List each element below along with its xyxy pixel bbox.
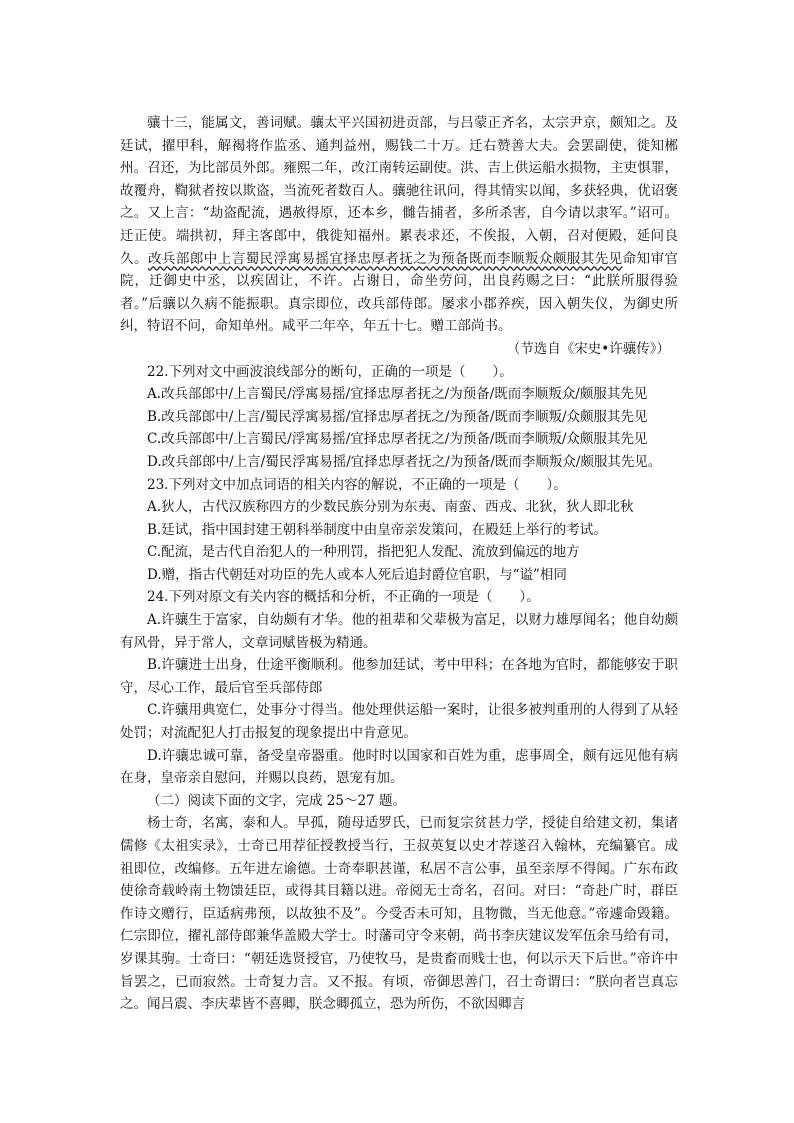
- passage-text: 骧十三，能属文，善词赋。骧太平兴国初进贡部，与吕蒙正齐名，太宗尹京，颇知之。及廷试，擢甲科，解褐将作监丞、通判益州，赐钱二十万。迁右赞善大夫。会罢副使，徙知郴州。召还，为比部员外郎。雍熙二年，改江南转运副使。洪、吉上供运船水损物，主吏惧罪，故覆舟，鞫狱者按以欺盗，当流死者数百人。骧驰往讯问，得其情实以闻，多获轻典，优诏褒之。又上言：“劫盗配流，遇赦得原，还本乡，雠告捕者，多所杀害，自今请以隶军。”诏可。迁正使。端拱初，拜主客郎中，俄徙知福州。累表求还，不俟报，入朝，召对便殿，延问良久。: [120, 115, 678, 267]
- section-2-heading: （二）阅读下面的文字，完成 25～27 题。: [147, 792, 406, 809]
- question-22-option-b: B.改兵部郎中/上言/蜀民浮寓易摇/宜择忠厚者抚之/为预备/既而李顺叛/众颇服其先见: [147, 408, 648, 425]
- passage-text-end: 命知审官院，迁御史中丞，以疾固让，不许。占谢日，命坐劳问，出良药赐之曰：“此朕所服得验者。”后骧以久病不能振职。真宗即位，改兵部侍郎。屡求小郡养疾，因入朝失仪，为御史所纠，特诏不问，命知单州。咸平二年卒，年五十七。赠工部尚书。: [120, 250, 679, 335]
- question-24-option-b: B.许骧进士出身，仕途平衡顺利。他参加廷试，考中甲科；在各地为官时，都能够安于职守，尽心工作，最后官至兵部侍郎: [120, 657, 678, 696]
- question-23-stem: 23.下列对文中加点词语的相关内容的解说，不正确的一项是（ ）。: [147, 476, 567, 493]
- question-23-option-b: B.廷试，指中国封建王朝科举制度中由皇帝亲发策问，在殿廷上举行的考试。: [147, 521, 607, 538]
- question-24-option-a: A.许骧生于富家，自幼颇有才华。他的祖辈和父辈极为富足，以财力雄厚闻名；他自幼颇有风骨，异于常人，文章词赋皆极为精通。: [120, 612, 678, 651]
- question-22-stem: 22.下列对文中画波浪线部分的断句，正确的一项是（ ）。: [147, 363, 513, 380]
- question-24-stem: 24.下列对原文有关内容的概括和分析，不正确的一项是（ ）。: [147, 589, 540, 606]
- question-24-option-d: D.许骧忠诚可靠，备受皇帝器重。他时时以国家和百姓为重，虑事周全，颇有远见他有病在身，皇帝亲自慰问，并赐以良药，恩宠有加。: [120, 747, 678, 787]
- wavy-underlined-text: 改兵部郎中上言蜀民浮寓易摇宜择忠厚者抚之为预备既而李顺叛众颇服其先见: [147, 250, 623, 267]
- question-23-option-d: D.赠，指古代朝廷对功臣的先人或本人死后追封爵位官职，与“谥”相同: [147, 566, 567, 583]
- question-23-option-c: C.配流，是古代自治犯人的一种刑罚，指把犯人发配、流放到偏远的地方: [147, 544, 580, 561]
- passage-paragraph: [120, 112, 678, 338]
- passage-source: （节选自《宋史•许骧传》）: [506, 340, 670, 357]
- question-22-option-d: D.改兵部郎中/上言/蜀民浮寓易摇/宜择忠厚者抚之/为预备/既而李顺叛众/颇服其先见。: [147, 453, 662, 470]
- question-23-option-a: A.狄人，古代汉族称四方的少数民族分别为东夷、南蛮、西戎、北狄，狄人即北秋: [147, 499, 634, 516]
- question-24-option-c: C.许骧用典宽仁，处事分寸得当。他处理供运船一案时，让很多被判重刑的人得到了从轻处罚；对流配犯人打击报复的现象提出中肯意见。: [120, 702, 678, 742]
- question-22-option-a: A.改兵部郎中/上言蜀民/浮寓易摇/宜择忠厚者抚之/为预备/既而李顺叛众/颇服其先见: [147, 386, 648, 403]
- question-22-option-c: C.改兵部郎中/上言蜀民/浮寓易摇/宜择忠厚者抚之/为预备/既而李顺叛/众颇服其先见: [147, 431, 648, 448]
- exam-content: [120, 112, 678, 1016]
- section-2-paragraph: 杨士奇，名寓，泰和人。早孤，随母适罗氏，已而复宗贫甚力学，授徒自给建文初，集诸儒修《太祖实录》，士奇已用荐征授教授当行，王叔英复以史才荐遂召入翰林，充编纂官。成祖即位，改编修。五年进左谕德。士奇奉职甚谨，私居不言公事，虽至亲厚不得闻。广东布政使徐奇载岭南土物馈廷臣，或得其目籍以进。帝阅无士奇名，召问。对曰：“奇赴广时，群臣作诗文赠行，臣适病弗预，以故独不及”。今受否未可知，且物微，当无他意。”帝遽命毁籍。仁宗即位，擢礼部侍郎兼华盖殿大学士。时藩司守令来朝，尚书李庆建议发军伍余马给有司，岁课其驹。士奇曰：“朝廷选贤授官，乃使牧马，是贵畜而贱士也，何以示天下后世。”帝许中旨罢之，已而寂然。士奇复力言。又不报。有顷，帝御思善门，召士奇谓曰：“朕向者岂真忘之。闻吕震、李庆辈皆不喜卿，朕念卿孤立，恐为所伤，不欲因卿言: [120, 815, 678, 1013]
